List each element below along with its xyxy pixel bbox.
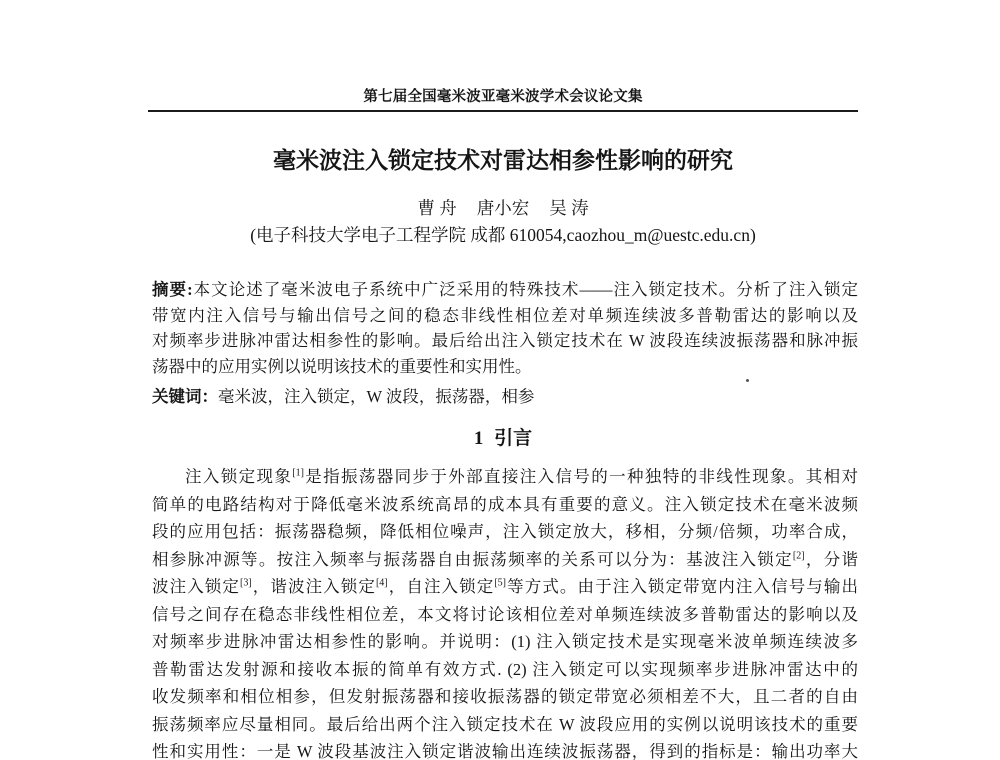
section-heading: 1 引言 xyxy=(473,428,533,449)
body-text: ，谐波注入锁定 xyxy=(251,577,376,596)
body-line xyxy=(152,573,858,601)
keywords-label: 关键词： xyxy=(152,387,218,406)
keywords-text: 毫米波，注入锁定，W 波段，振荡器，相参 xyxy=(218,387,535,406)
body-text: 是指振荡器同步于外部直接注入信号的一种独特的非线性现象。其相对 xyxy=(303,467,858,486)
citation-ref: [4] xyxy=(375,577,388,589)
body-line xyxy=(152,463,858,491)
abstract-line xyxy=(152,277,858,303)
author-name: 唐小宏 xyxy=(476,198,530,218)
abstract-line xyxy=(152,328,858,354)
abstract-line xyxy=(152,303,858,329)
header-rule xyxy=(148,110,858,112)
abstract-text: 荡器中的应用实例以说明该技术的重要性和实用性。 xyxy=(152,356,532,376)
citation-ref: [5] xyxy=(494,577,507,589)
author-affiliation: (电子科技大学电子工程学院 成都 610054,caozhou_m@uestc.edu.cn) xyxy=(250,225,756,245)
body-text: 信号之间存在稳态非线性相位差，本文将讨论该相位差对单频连续波多普勒雷达的影响以及 xyxy=(152,604,858,624)
abstract-text: 对频率步进脉冲雷达相参性的影响。最后给出注入锁定技术在 W 波段连续波振荡器和脉冲振 xyxy=(152,331,858,350)
abstract-line xyxy=(152,354,858,380)
body-text: 收发频率和相位相参，但发射振荡器和接收振荡器的锁定带宽必须相差不大，且二者的自由 xyxy=(152,687,858,706)
body-text: 性和实用性：一是 W 波段基波注入锁定谐波输出连续波振荡器，得到的指标是：输出功率大 xyxy=(152,742,858,760)
body-text: 相参脉冲源等。按注入频率与振荡器自由振荡频率的关系可以分为：基波注入锁定 xyxy=(152,549,793,569)
body-line xyxy=(152,656,858,684)
abstract xyxy=(152,277,858,379)
author-name: 吴 涛 xyxy=(549,198,589,218)
abstract-label: 摘要: xyxy=(152,280,193,299)
body-line xyxy=(152,546,858,574)
body-line xyxy=(152,711,858,739)
paper-title: 毫米波注入锁定技术对雷达相参性影响的研究 xyxy=(273,148,733,174)
body-line xyxy=(152,518,858,546)
body-text: ，分谐 xyxy=(804,549,858,569)
abstract-text: 带宽内注入信号与输出信号之间的稳态非线性相位差对单频连续波多普勒雷达的影响以及 xyxy=(152,305,858,325)
body-text: ，自注入锁定 xyxy=(387,577,495,596)
body-line xyxy=(152,491,858,519)
body-text: 等方式。由于注入锁定带宽内注入信号与输出 xyxy=(506,577,858,596)
citation-ref: [3] xyxy=(240,577,252,589)
body-line xyxy=(152,738,858,760)
citation-ref: [1] xyxy=(292,467,304,479)
body-text: 振荡频率应尽量相同。最后给出两个注入锁定技术在 W 波段应用的实例以说明该技术的重要 xyxy=(152,714,858,734)
body-text: 对频率步进脉冲雷达相参性的影响。并说明：(1) 注入锁定技术是实现毫米波单频连续波多 xyxy=(152,632,858,651)
body-text: 简单的电路结构对于降低毫米波系统高昂的成本具有重要的意义。注入锁定技术在毫米波频 xyxy=(152,494,858,514)
author-list xyxy=(148,196,858,220)
conference-running-head: 第七届全国毫米波亚毫米波学术会议论文集 xyxy=(363,89,643,105)
body-text: 注入锁定现象 xyxy=(185,467,293,486)
keywords-line xyxy=(152,384,858,409)
body-line xyxy=(152,601,858,629)
body-text: 普勒雷达发射源和接收本振的简单有效方式. (2) 注入锁定可以实现频率步进脉冲雷达中的 xyxy=(152,659,858,679)
introduction-body xyxy=(152,463,858,760)
abstract-text: 本文论述了毫米波电子系统中广泛采用的特殊技术——注入锁定技术。分析了注入锁定 xyxy=(192,280,858,299)
body-line xyxy=(152,628,858,656)
citation-ref: [2] xyxy=(792,550,805,561)
author-name: 曹 舟 xyxy=(417,198,457,218)
body-text: 段的应用包括：振荡器稳频，降低相位噪声，注入锁定放大，移相，分频/倍频，功率合成， xyxy=(152,522,858,541)
body-text: 波注入锁定 xyxy=(152,577,240,596)
body-line xyxy=(152,683,858,711)
scan-speck xyxy=(746,379,749,382)
